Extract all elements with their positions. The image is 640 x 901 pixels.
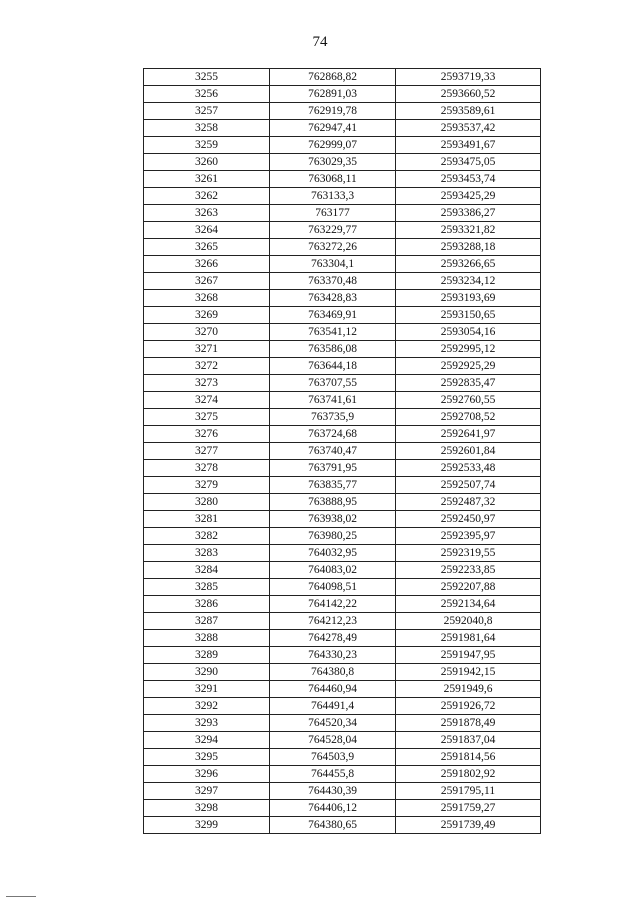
y-coordinate-cell: 2592450,97	[396, 511, 541, 528]
table-row	[144, 579, 541, 596]
y-coordinate-cell: 2593453,74	[396, 171, 541, 188]
x-coordinate-cell: 764520,34	[270, 715, 396, 732]
table-row	[144, 154, 541, 171]
y-coordinate-cell: 2592207,88	[396, 579, 541, 596]
table-row	[144, 749, 541, 766]
table-row	[144, 205, 541, 222]
coordinates-table-body	[144, 69, 541, 834]
x-coordinate-cell: 763029,35	[270, 154, 396, 171]
point-number-cell: 3269	[144, 307, 270, 324]
table-row	[144, 103, 541, 120]
point-number-cell: 3266	[144, 256, 270, 273]
y-coordinate-cell: 2592708,52	[396, 409, 541, 426]
x-coordinate-cell: 763644,18	[270, 358, 396, 375]
table-row	[144, 494, 541, 511]
point-number-cell: 3290	[144, 664, 270, 681]
point-number-cell: 3287	[144, 613, 270, 630]
x-coordinate-cell: 763370,48	[270, 273, 396, 290]
y-coordinate-cell: 2591802,92	[396, 766, 541, 783]
point-number-cell: 3258	[144, 120, 270, 137]
x-coordinate-cell: 763835,77	[270, 477, 396, 494]
table-row	[144, 86, 541, 103]
point-number-cell: 3267	[144, 273, 270, 290]
point-number-cell: 3268	[144, 290, 270, 307]
table-row	[144, 511, 541, 528]
y-coordinate-cell: 2593266,65	[396, 256, 541, 273]
y-coordinate-cell: 2593660,52	[396, 86, 541, 103]
point-number-cell: 3271	[144, 341, 270, 358]
x-coordinate-cell: 764406,12	[270, 800, 396, 817]
y-coordinate-cell: 2593719,33	[396, 69, 541, 86]
x-coordinate-cell: 762947,41	[270, 120, 396, 137]
table-row	[144, 800, 541, 817]
y-coordinate-cell: 2591759,27	[396, 800, 541, 817]
x-coordinate-cell: 763133,3	[270, 188, 396, 205]
x-coordinate-cell: 763586,08	[270, 341, 396, 358]
y-coordinate-cell: 2593054,16	[396, 324, 541, 341]
table-row	[144, 715, 541, 732]
point-number-cell: 3288	[144, 630, 270, 647]
y-coordinate-cell: 2592395,97	[396, 528, 541, 545]
x-coordinate-cell: 763707,55	[270, 375, 396, 392]
table-row	[144, 120, 541, 137]
point-number-cell: 3298	[144, 800, 270, 817]
table-row	[144, 460, 541, 477]
x-coordinate-cell: 762868,82	[270, 69, 396, 86]
table-row	[144, 732, 541, 749]
y-coordinate-cell: 2592487,32	[396, 494, 541, 511]
table-row	[144, 290, 541, 307]
table-row	[144, 817, 541, 834]
point-number-cell: 3275	[144, 409, 270, 426]
y-coordinate-cell: 2593475,05	[396, 154, 541, 171]
x-coordinate-cell: 764142,22	[270, 596, 396, 613]
x-coordinate-cell: 764503,9	[270, 749, 396, 766]
y-coordinate-cell: 2591814,56	[396, 749, 541, 766]
y-coordinate-cell: 2592760,55	[396, 392, 541, 409]
y-coordinate-cell: 2592835,47	[396, 375, 541, 392]
y-coordinate-cell: 2591739,49	[396, 817, 541, 834]
table-row	[144, 307, 541, 324]
x-coordinate-cell: 763888,95	[270, 494, 396, 511]
table-row	[144, 596, 541, 613]
table-row	[144, 188, 541, 205]
point-number-cell: 3293	[144, 715, 270, 732]
x-coordinate-cell: 764032,95	[270, 545, 396, 562]
point-number-cell: 3262	[144, 188, 270, 205]
table-row	[144, 69, 541, 86]
y-coordinate-cell: 2592507,74	[396, 477, 541, 494]
y-coordinate-cell: 2591837,04	[396, 732, 541, 749]
table-row	[144, 426, 541, 443]
y-coordinate-cell: 2593386,27	[396, 205, 541, 222]
point-number-cell: 3296	[144, 766, 270, 783]
point-number-cell: 3263	[144, 205, 270, 222]
x-coordinate-cell: 764455,8	[270, 766, 396, 783]
point-number-cell: 3272	[144, 358, 270, 375]
point-number-cell: 3299	[144, 817, 270, 834]
y-coordinate-cell: 2591878,49	[396, 715, 541, 732]
table-row	[144, 256, 541, 273]
x-coordinate-cell: 764330,23	[270, 647, 396, 664]
table-row	[144, 766, 541, 783]
y-coordinate-cell: 2592040,8	[396, 613, 541, 630]
point-number-cell: 3285	[144, 579, 270, 596]
x-coordinate-cell: 764491,4	[270, 698, 396, 715]
table-row	[144, 443, 541, 460]
point-number-cell: 3273	[144, 375, 270, 392]
x-coordinate-cell: 762999,07	[270, 137, 396, 154]
table-row	[144, 698, 541, 715]
table-row	[144, 477, 541, 494]
table-row	[144, 273, 541, 290]
point-number-cell: 3281	[144, 511, 270, 528]
point-number-cell: 3297	[144, 783, 270, 800]
y-coordinate-cell: 2591942,15	[396, 664, 541, 681]
table-row	[144, 171, 541, 188]
x-coordinate-cell: 764380,65	[270, 817, 396, 834]
x-coordinate-cell: 764380,8	[270, 664, 396, 681]
table-row	[144, 358, 541, 375]
table-row	[144, 664, 541, 681]
x-coordinate-cell: 763980,25	[270, 528, 396, 545]
x-coordinate-cell: 764278,49	[270, 630, 396, 647]
x-coordinate-cell: 763791,95	[270, 460, 396, 477]
point-number-cell: 3261	[144, 171, 270, 188]
y-coordinate-cell: 2592533,48	[396, 460, 541, 477]
point-number-cell: 3294	[144, 732, 270, 749]
point-number-cell: 3274	[144, 392, 270, 409]
table-row	[144, 137, 541, 154]
y-coordinate-cell: 2591949,6	[396, 681, 541, 698]
y-coordinate-cell: 2592134,64	[396, 596, 541, 613]
x-coordinate-cell: 763304,1	[270, 256, 396, 273]
x-coordinate-cell: 764430,39	[270, 783, 396, 800]
x-coordinate-cell: 764528,04	[270, 732, 396, 749]
point-number-cell: 3277	[144, 443, 270, 460]
table-row	[144, 783, 541, 800]
y-coordinate-cell: 2593150,65	[396, 307, 541, 324]
point-number-cell: 3292	[144, 698, 270, 715]
x-coordinate-cell: 763229,77	[270, 222, 396, 239]
x-coordinate-cell: 763740,47	[270, 443, 396, 460]
point-number-cell: 3270	[144, 324, 270, 341]
x-coordinate-cell: 763741,61	[270, 392, 396, 409]
y-coordinate-cell: 2593537,42	[396, 120, 541, 137]
point-number-cell: 3256	[144, 86, 270, 103]
x-coordinate-cell: 762891,03	[270, 86, 396, 103]
x-coordinate-cell: 763724,68	[270, 426, 396, 443]
y-coordinate-cell: 2592925,29	[396, 358, 541, 375]
y-coordinate-cell: 2593425,29	[396, 188, 541, 205]
table-row	[144, 528, 541, 545]
x-coordinate-cell: 763541,12	[270, 324, 396, 341]
point-number-cell: 3276	[144, 426, 270, 443]
table-row	[144, 375, 541, 392]
point-number-cell: 3255	[144, 69, 270, 86]
point-number-cell: 3295	[144, 749, 270, 766]
table-row	[144, 324, 541, 341]
x-coordinate-cell: 764460,94	[270, 681, 396, 698]
x-coordinate-cell: 763469,91	[270, 307, 396, 324]
y-coordinate-cell: 2593589,61	[396, 103, 541, 120]
point-number-cell: 3284	[144, 562, 270, 579]
table-row	[144, 392, 541, 409]
y-coordinate-cell: 2593193,69	[396, 290, 541, 307]
scan-edge-mark	[6, 896, 36, 897]
x-coordinate-cell: 763177	[270, 205, 396, 222]
y-coordinate-cell: 2592601,84	[396, 443, 541, 460]
point-number-cell: 3265	[144, 239, 270, 256]
table-row	[144, 562, 541, 579]
y-coordinate-cell: 2592641,97	[396, 426, 541, 443]
y-coordinate-cell: 2592319,55	[396, 545, 541, 562]
point-number-cell: 3278	[144, 460, 270, 477]
point-number-cell: 3257	[144, 103, 270, 120]
coordinates-table	[143, 68, 541, 834]
x-coordinate-cell: 764098,51	[270, 579, 396, 596]
table-row	[144, 613, 541, 630]
point-number-cell: 3291	[144, 681, 270, 698]
table-row	[144, 630, 541, 647]
table-row	[144, 681, 541, 698]
y-coordinate-cell: 2591947,95	[396, 647, 541, 664]
x-coordinate-cell: 763272,26	[270, 239, 396, 256]
table-row	[144, 409, 541, 426]
x-coordinate-cell: 764083,02	[270, 562, 396, 579]
y-coordinate-cell: 2593491,67	[396, 137, 541, 154]
y-coordinate-cell: 2592995,12	[396, 341, 541, 358]
x-coordinate-cell: 763938,02	[270, 511, 396, 528]
y-coordinate-cell: 2593234,12	[396, 273, 541, 290]
y-coordinate-cell: 2591795,11	[396, 783, 541, 800]
point-number-cell: 3289	[144, 647, 270, 664]
x-coordinate-cell: 763735,9	[270, 409, 396, 426]
table-row	[144, 647, 541, 664]
x-coordinate-cell: 762919,78	[270, 103, 396, 120]
y-coordinate-cell: 2593288,18	[396, 239, 541, 256]
x-coordinate-cell: 763428,83	[270, 290, 396, 307]
point-number-cell: 3264	[144, 222, 270, 239]
point-number-cell: 3283	[144, 545, 270, 562]
table-row	[144, 222, 541, 239]
table-row	[144, 341, 541, 358]
point-number-cell: 3279	[144, 477, 270, 494]
x-coordinate-cell: 764212,23	[270, 613, 396, 630]
x-coordinate-cell: 763068,11	[270, 171, 396, 188]
y-coordinate-cell: 2591926,72	[396, 698, 541, 715]
y-coordinate-cell: 2591981,64	[396, 630, 541, 647]
table-row	[144, 239, 541, 256]
y-coordinate-cell: 2593321,82	[396, 222, 541, 239]
page-number: 74	[312, 34, 328, 50]
point-number-cell: 3260	[144, 154, 270, 171]
y-coordinate-cell: 2592233,85	[396, 562, 541, 579]
table-row	[144, 545, 541, 562]
point-number-cell: 3259	[144, 137, 270, 154]
point-number-cell: 3280	[144, 494, 270, 511]
point-number-cell: 3286	[144, 596, 270, 613]
point-number-cell: 3282	[144, 528, 270, 545]
